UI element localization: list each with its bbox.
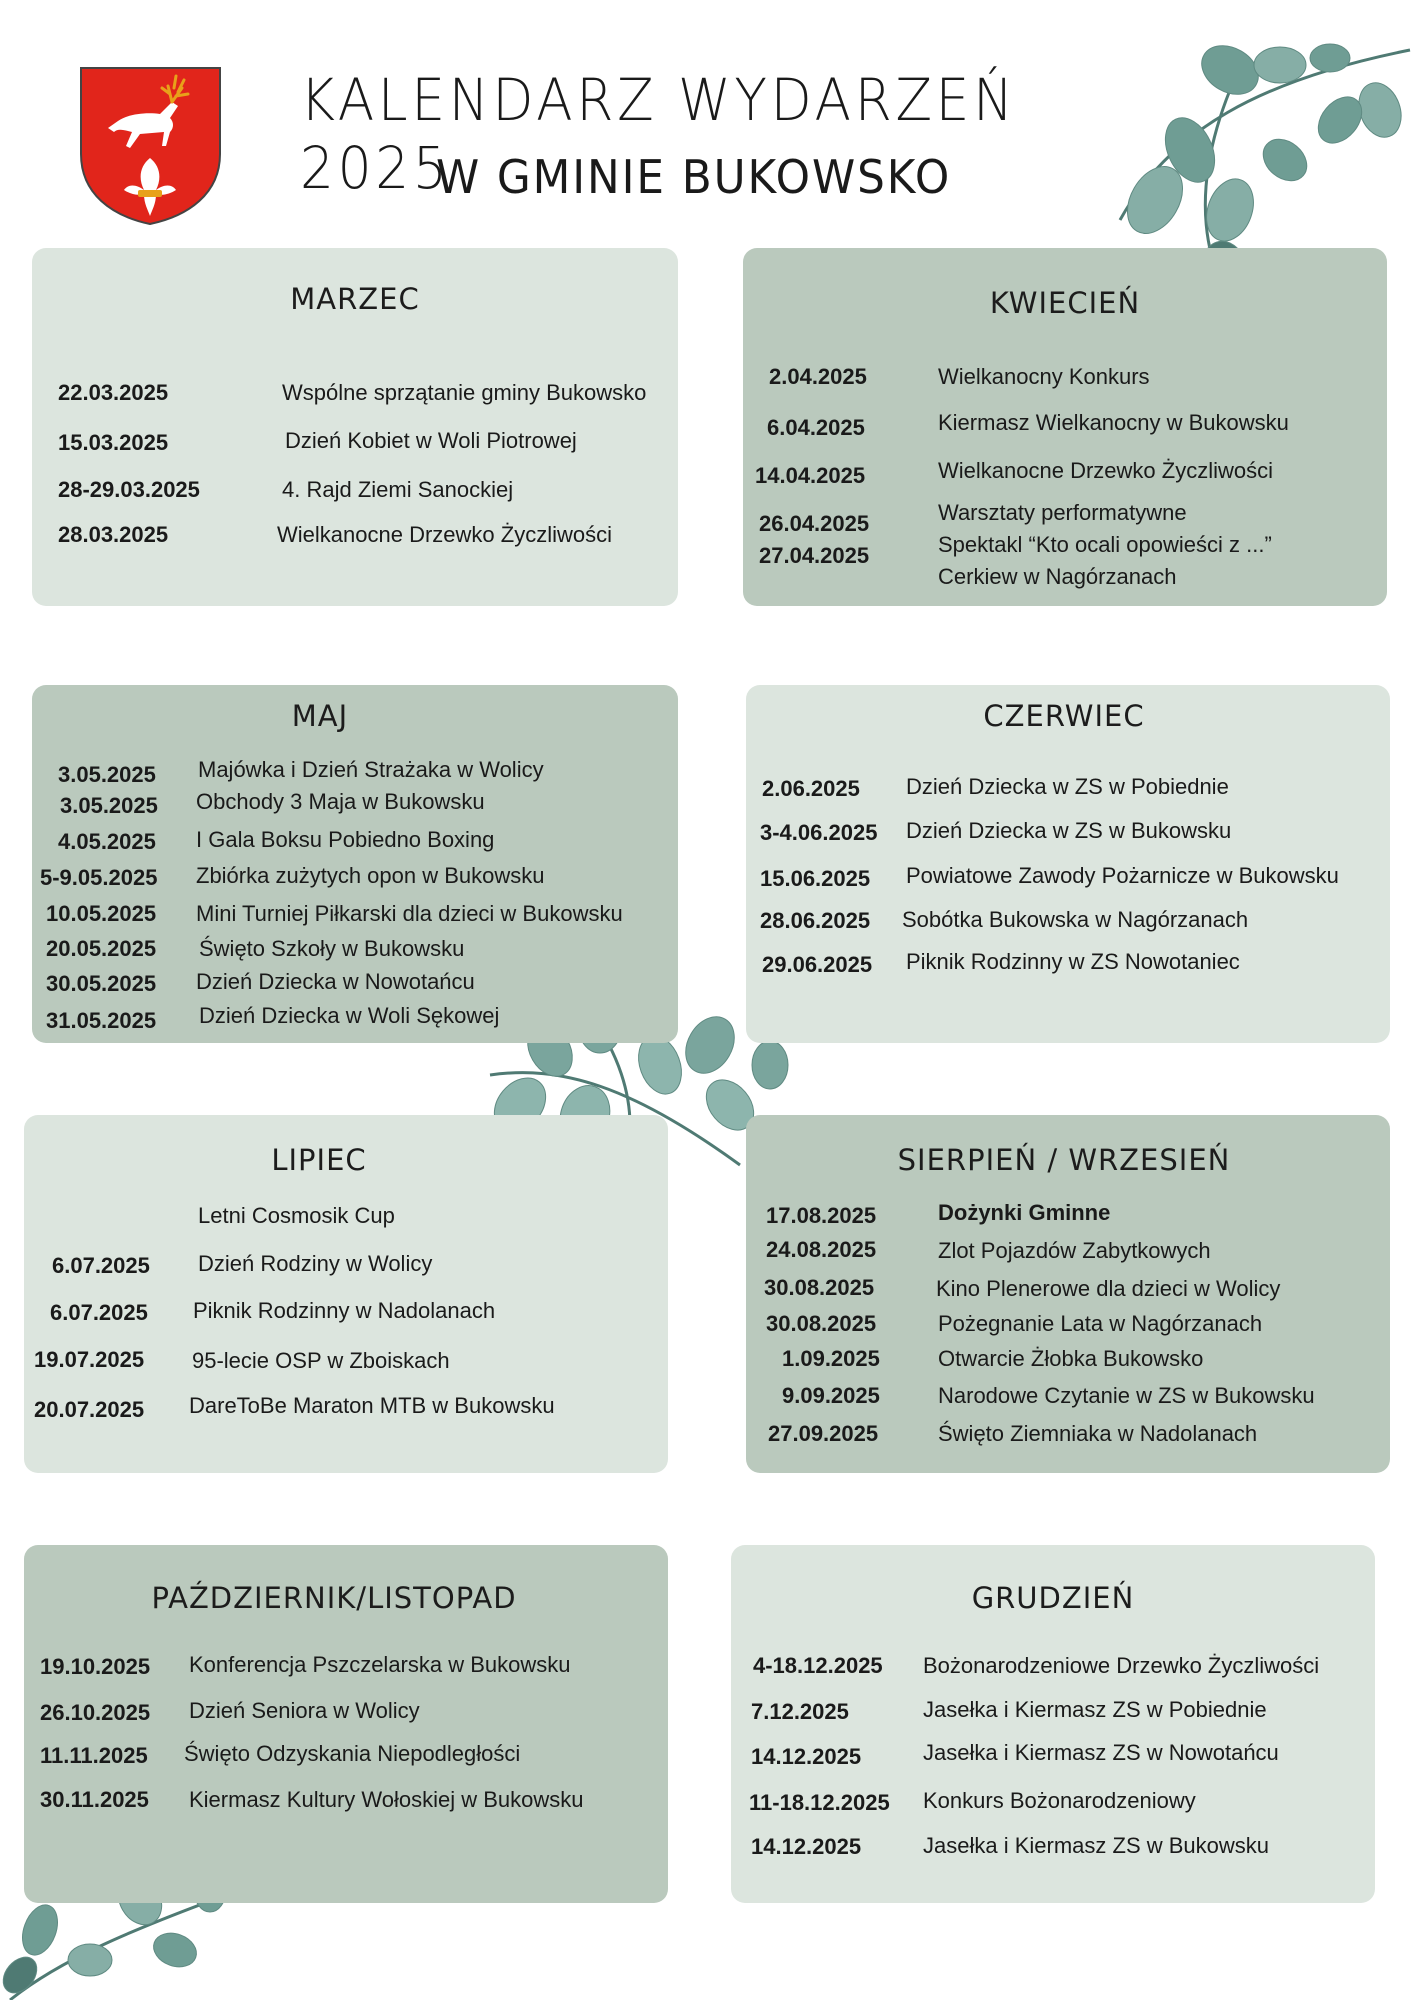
event-name: Otwarcie Żłobka Bukowsko (938, 1346, 1204, 1371)
event-name: Święto Ziemniaka w Nadolanach (938, 1421, 1258, 1446)
event-date: 4.05.2025 (58, 829, 156, 854)
event-name: Cerkiew w Nagórzanach (938, 564, 1177, 589)
month-card-maj (32, 685, 678, 1043)
month-title: MARZEC (290, 282, 420, 316)
event-name: Dożynki Gminne (938, 1200, 1111, 1225)
month-card-kwiecien (743, 248, 1387, 606)
event-date: 29.06.2025 (762, 952, 873, 977)
event-name: Konkurs Bożonarodzeniowy (923, 1788, 1196, 1813)
event-name: Mini Turniej Piłkarski dla dzieci w Bukowsku (196, 901, 623, 926)
event-name: Jasełka i Kiermasz ZS w Pobiednie (923, 1697, 1267, 1722)
event-date: 14.12.2025 (751, 1834, 862, 1859)
event-name: Święto Odzyskania Niepodległości (184, 1741, 521, 1766)
event-name: Warsztaty performatywne (938, 500, 1187, 525)
event-date: 26.04.2025 (759, 511, 870, 536)
event-date: 30.08.2025 (766, 1311, 877, 1336)
event-name: Wielkanocny Konkurs (938, 364, 1150, 389)
event-name: Jasełka i Kiermasz ZS w Nowotańcu (923, 1740, 1279, 1765)
event-date: 30.05.2025 (46, 971, 157, 996)
month-card-lipiec (24, 1115, 668, 1473)
event-name: Kiermasz Wielkanocny w Bukowsku (938, 410, 1289, 435)
event-name: Dzień Dziecka w ZS w Bukowsku (906, 818, 1232, 843)
month-title: SIERPIEŃ / WRZESIEŃ (897, 1143, 1231, 1177)
event-date: 27.04.2025 (759, 543, 870, 568)
event-name: Dzień Kobiet w Woli Piotrowej (285, 428, 577, 453)
event-name: Piknik Rodzinny w ZS Nowotaniec (906, 949, 1240, 974)
event-name: Majówka i Dzień Strażaka w Wolicy (198, 757, 544, 782)
event-name: 4. Rajd Ziemi Sanockiej (282, 477, 514, 502)
event-date: 3.05.2025 (60, 793, 158, 818)
event-name: Spektakl “Kto ocali opowieści z ...” (938, 532, 1272, 557)
event-name: DareToBe Maraton MTB w Bukowsku (189, 1393, 555, 1418)
event-date: 19.10.2025 (40, 1654, 151, 1679)
event-date: 1.09.2025 (782, 1346, 880, 1371)
event-name: Konferencja Pszczelarska w Bukowsku (189, 1652, 571, 1677)
event-date: 28.03.2025 (58, 522, 169, 547)
month-card-czerwiec (746, 685, 1390, 1043)
event-name: Zlot Pojazdów Zabytkowych (938, 1238, 1211, 1263)
event-date: 2.06.2025 (762, 776, 860, 801)
event-date: 15.06.2025 (760, 866, 871, 891)
event-date: 5-9.05.2025 (40, 865, 158, 890)
event-date: 14.04.2025 (755, 463, 866, 488)
event-name: Sobótka Bukowska w Nagórzanach (902, 907, 1249, 932)
event-date: 14.12.2025 (751, 1744, 862, 1769)
month-title: GRUDZIEŃ (971, 1581, 1135, 1615)
event-name: Kiermasz Kultury Wołoskiej w Bukowsku (189, 1787, 584, 1812)
event-name: Kino Plenerowe dla dzieci w Wolicy (936, 1276, 1281, 1301)
event-date: 3.05.2025 (58, 762, 156, 787)
event-date: 6.04.2025 (767, 415, 865, 440)
event-name: Bożonarodzeniowe Drzewko Życzliwości (923, 1653, 1320, 1678)
event-date: 28-29.03.2025 (58, 477, 200, 502)
month-card-grudzien (731, 1545, 1375, 1903)
event-date: 6.07.2025 (50, 1300, 148, 1325)
event-date: 4-18.12.2025 (753, 1653, 883, 1678)
event-date: 2.04.2025 (769, 364, 867, 389)
event-date: 15.03.2025 (58, 430, 169, 455)
event-date: 26.10.2025 (40, 1700, 151, 1725)
month-card-pazdziernik-listopad (24, 1545, 668, 1903)
month-title: KWIECIEŃ (989, 286, 1141, 320)
event-name: I Gala Boksu Pobiedno Boxing (196, 827, 495, 852)
month-title: CZERWIEC (983, 699, 1145, 733)
event-date: 30.11.2025 (40, 1787, 149, 1812)
event-date: 24.08.2025 (766, 1237, 877, 1262)
page-subtitle: W GMINIE BUKOWSKO (436, 150, 952, 204)
event-name: Wielkanocne Drzewko Życzliwości (277, 522, 612, 547)
event-date: 27.09.2025 (768, 1421, 879, 1446)
event-name: Zbiórka zużytych opon w Bukowsku (196, 863, 545, 888)
event-name: Święto Szkoły w Bukowsku (199, 936, 465, 961)
month-title: LIPIEC (271, 1143, 367, 1177)
event-date: 17.08.2025 (766, 1203, 877, 1228)
event-name: Dzień Dziecka w Woli Sękowej (199, 1003, 500, 1028)
event-date: 19.07.2025 (34, 1347, 145, 1372)
event-name: Narodowe Czytanie w ZS w Bukowsku (938, 1383, 1315, 1408)
month-card-marzec (32, 248, 678, 606)
event-date: 20.05.2025 (46, 936, 157, 961)
event-name: Wielkanocne Drzewko Życzliwości (938, 458, 1273, 483)
event-date: 6.07.2025 (52, 1253, 150, 1278)
event-date: 30.08.2025 (764, 1275, 875, 1300)
event-date: 22.03.2025 (58, 380, 169, 405)
coat-of-arms-icon (78, 66, 223, 226)
event-date: 7.12.2025 (751, 1699, 849, 1724)
event-name: Pożegnanie Lata w Nagórzanach (938, 1311, 1263, 1336)
month-title: MAJ (291, 699, 349, 733)
page-title: KALENDARZ WYDARZEŃ 2025 (300, 66, 1017, 202)
month-title: PAŹDZIERNIK/LISTOPAD (151, 1581, 517, 1615)
event-name: Letni Cosmosik Cup (198, 1203, 395, 1228)
event-date: 3-4.06.2025 (760, 820, 878, 845)
event-name: Dzień Rodziny w Wolicy (198, 1251, 433, 1276)
event-date: 10.05.2025 (46, 901, 157, 926)
event-name: Piknik Rodzinny w Nadolanach (193, 1298, 496, 1323)
event-name: Dzień Dziecka w ZS w Pobiednie (906, 774, 1229, 799)
event-name: Wspólne sprzątanie gminy Bukowsko (282, 380, 647, 405)
event-name: Obchody 3 Maja w Bukowsku (196, 789, 485, 814)
month-card-sierpien-wrzesien (746, 1115, 1390, 1473)
event-date: 20.07.2025 (34, 1397, 145, 1422)
event-date: 11.11.2025 (40, 1743, 148, 1768)
event-date: 28.06.2025 (760, 908, 871, 933)
event-name: Powiatowe Zawody Pożarnicze w Bukowsku (906, 863, 1339, 888)
event-name: 95-lecie OSP w Zboiskach (192, 1348, 450, 1373)
event-name: Dzień Dziecka w Nowotańcu (196, 969, 475, 994)
event-name: Dzień Seniora w Wolicy (189, 1698, 420, 1723)
event-date: 9.09.2025 (782, 1383, 880, 1408)
event-name: Jasełka i Kiermasz ZS w Bukowsku (923, 1833, 1269, 1858)
event-date: 31.05.2025 (46, 1008, 157, 1033)
event-date: 11-18.12.2025 (749, 1790, 890, 1815)
